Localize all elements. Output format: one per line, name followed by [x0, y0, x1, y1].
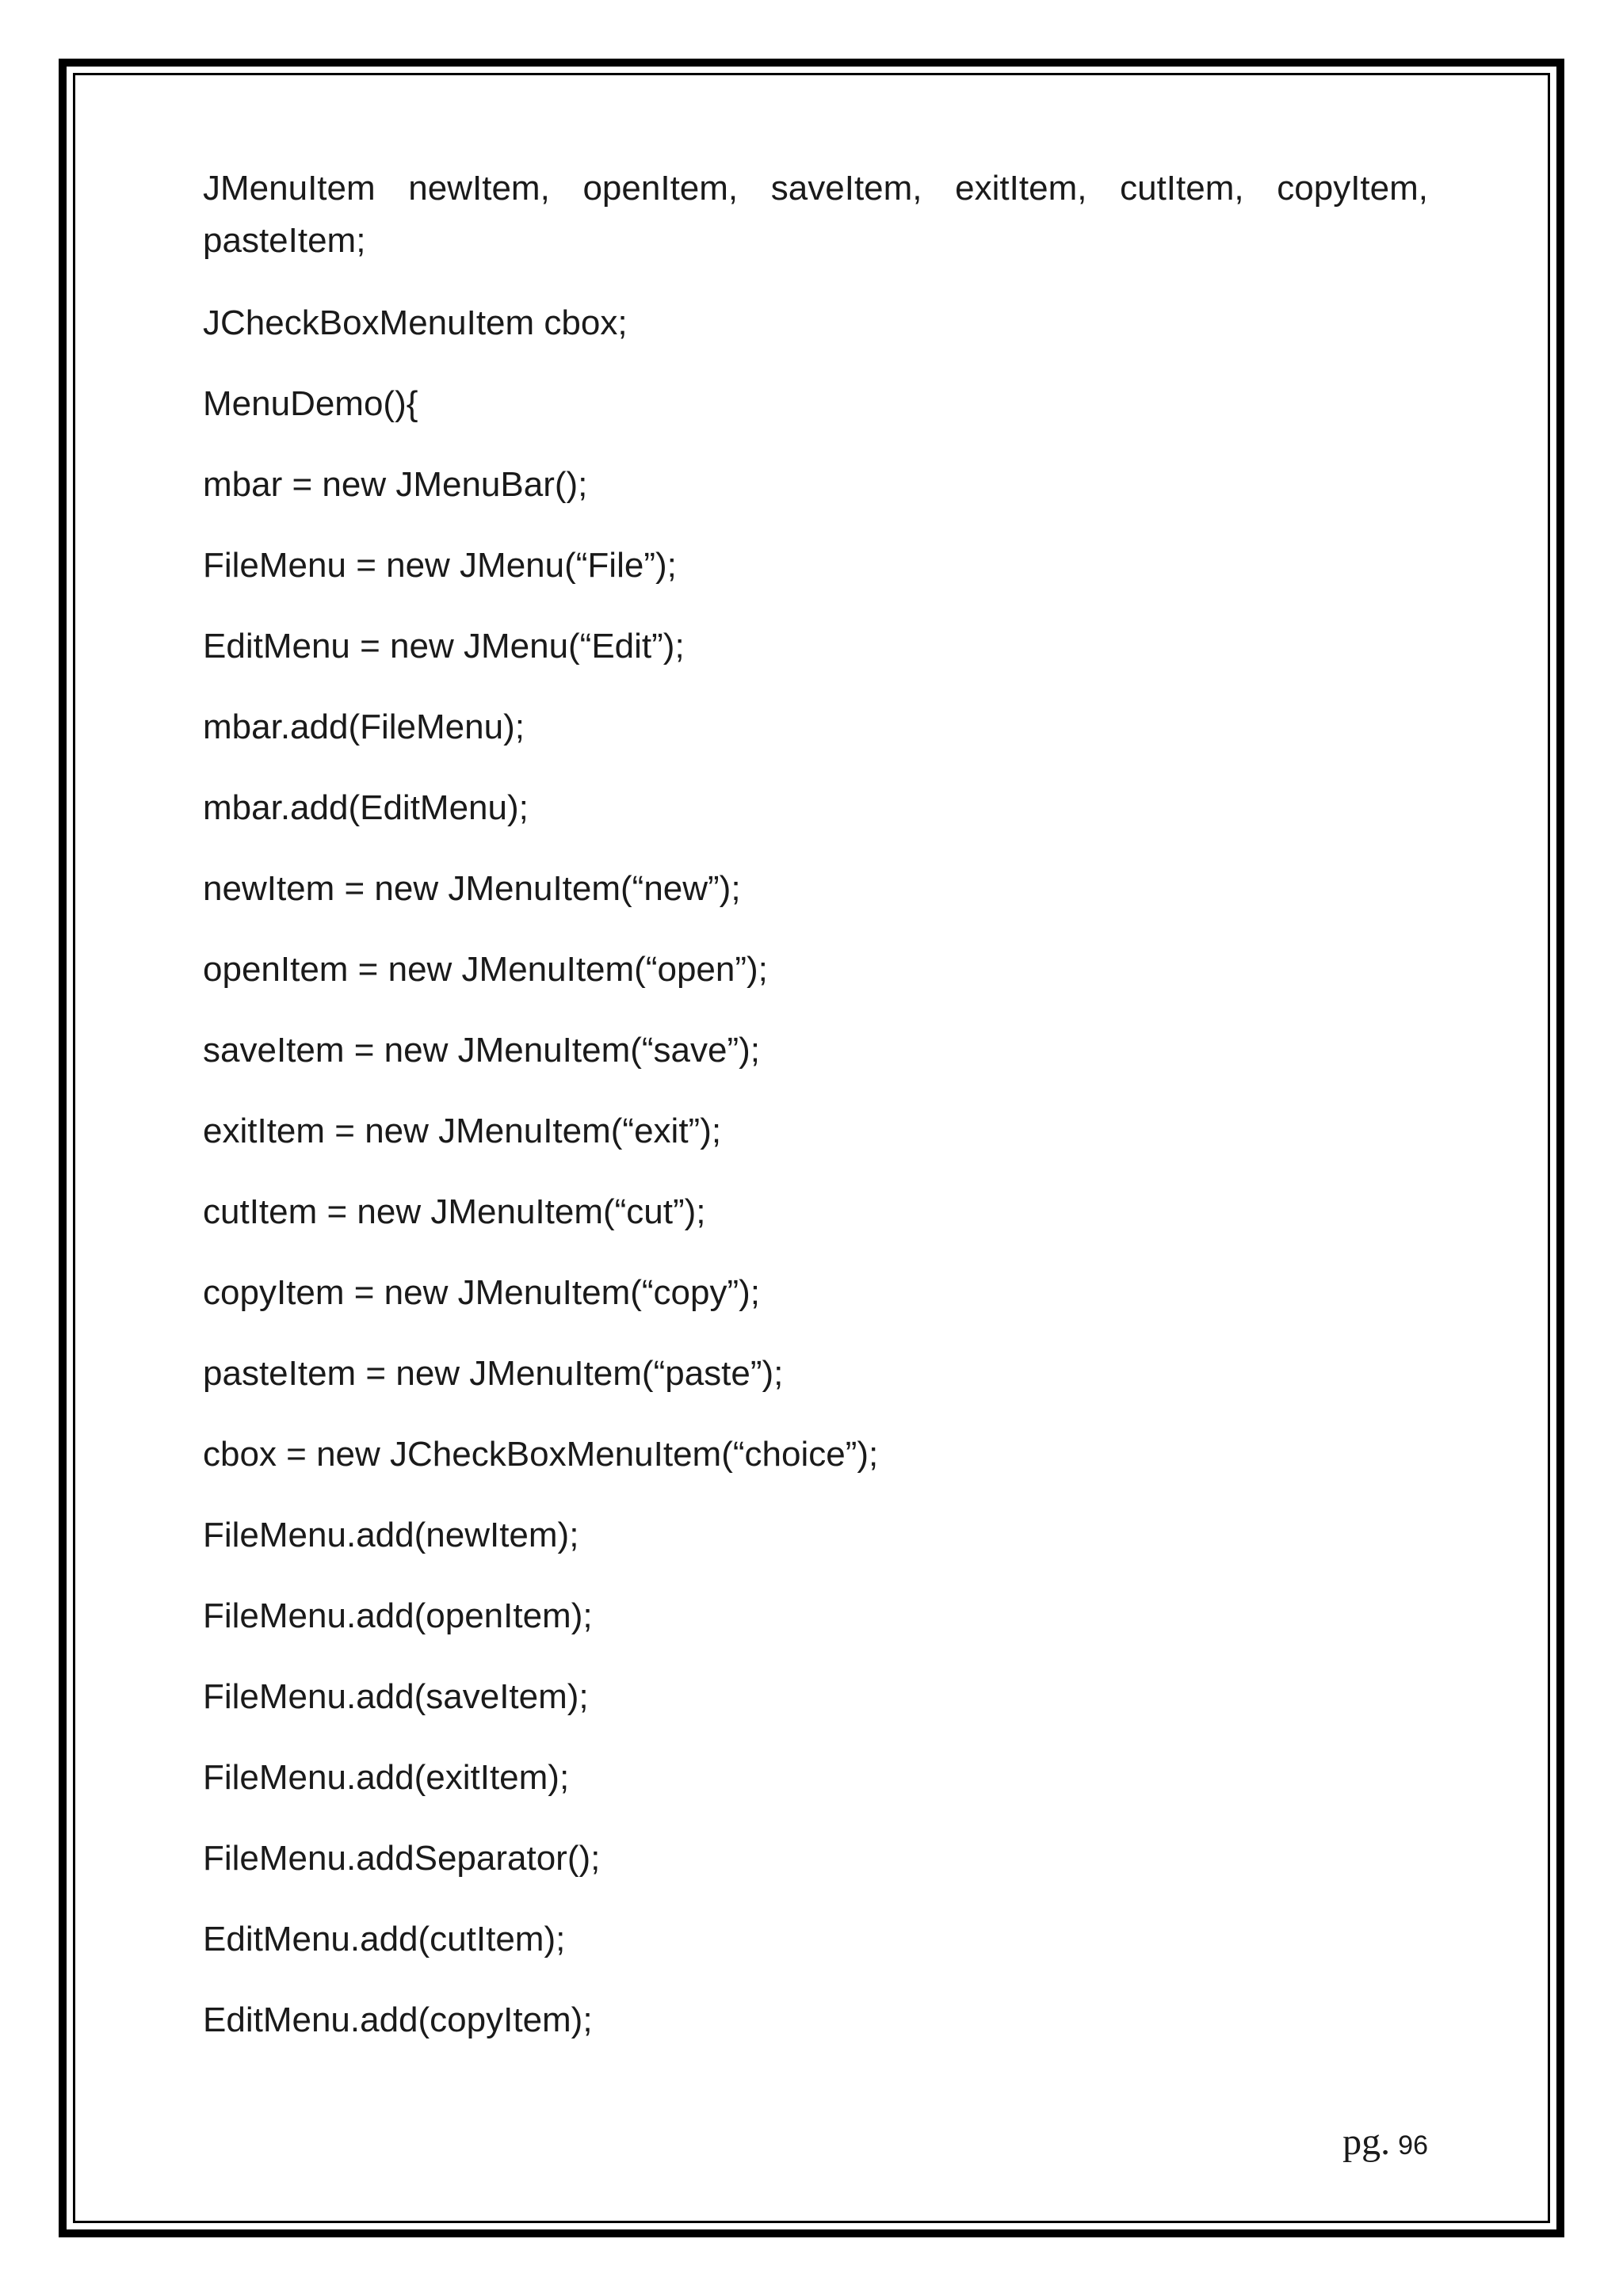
code-line-1: JMenuItem newItem, openItem, saveItem, exitItem, cutItem, copyItem, pasteItem; — [203, 169, 1428, 260]
code-line-6: EditMenu = new JMenu(“Edit”); — [203, 627, 685, 666]
code-line-22: EditMenu.add(cutItem); — [203, 1920, 566, 1958]
code-listing — [203, 162, 1428, 2075]
code-line-2: JCheckBoxMenuItem cbox; — [203, 303, 628, 342]
page-number: 96 — [1398, 2130, 1428, 2161]
code-line-9: newItem = new JMenuItem(“new”); — [203, 869, 741, 908]
code-line-7: mbar.add(FileMenu); — [203, 707, 525, 746]
code-line-4: mbar = new JMenuBar(); — [203, 465, 588, 504]
code-line-17: FileMenu.add(newItem); — [203, 1516, 579, 1554]
code-line-8: mbar.add(EditMenu); — [203, 788, 529, 827]
code-line-12: exitItem = new JMenuItem(“exit”); — [203, 1112, 722, 1150]
code-line-16: cbox = new JCheckBoxMenuItem(“choice”); — [203, 1435, 879, 1474]
code-line-20: FileMenu.add(exitItem); — [203, 1758, 570, 1797]
page-footer — [1342, 2120, 1428, 2164]
code-line-18: FileMenu.add(openItem); — [203, 1596, 593, 1635]
code-line-13: cutItem = new JMenuItem(“cut”); — [203, 1192, 706, 1231]
code-line-10: openItem = new JMenuItem(“open”); — [203, 950, 768, 989]
code-line-11: saveItem = new JMenuItem(“save”); — [203, 1031, 761, 1070]
code-line-14: copyItem = new JMenuItem(“copy”); — [203, 1273, 761, 1312]
code-line-15: pasteItem = new JMenuItem(“paste”); — [203, 1354, 784, 1393]
code-line-23: EditMenu.add(copyItem); — [203, 2000, 593, 2039]
code-line-3: MenuDemo(){ — [203, 384, 418, 423]
code-line-21: FileMenu.addSeparator(); — [203, 1839, 601, 1878]
page-label: pg. — [1342, 2121, 1391, 2163]
code-line-19: FileMenu.add(saveItem); — [203, 1677, 589, 1716]
code-line-5: FileMenu = new JMenu(“File”); — [203, 546, 677, 585]
